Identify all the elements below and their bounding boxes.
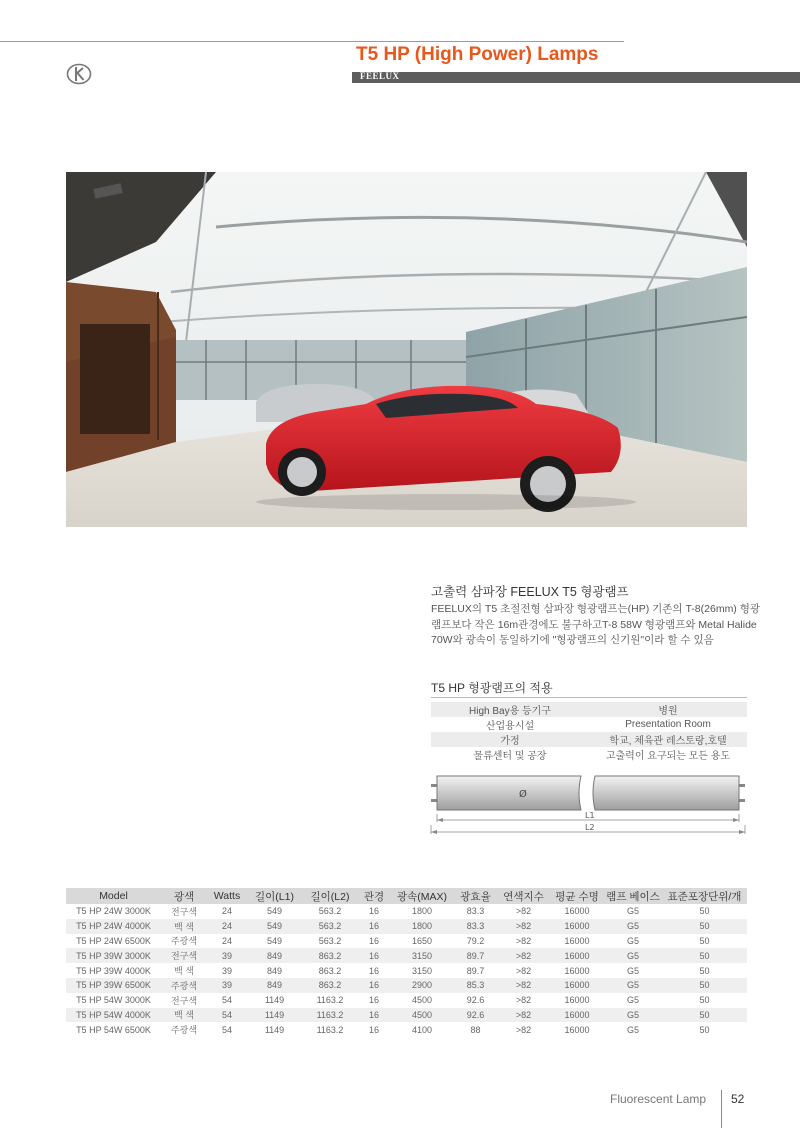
spec-cell: >82 <box>515 935 532 946</box>
spec-cell: 16000 <box>564 965 590 976</box>
spec-cell: 39 <box>207 948 247 963</box>
application-cell: Presentation Room <box>625 719 711 730</box>
description-line: 램프보다 작은 16m관경에도 불구하고T-8 58W 형광램프와 Metal Halide <box>431 618 757 631</box>
spec-cell: G5 <box>626 1024 639 1035</box>
spec-cell: 849 <box>247 948 302 963</box>
spec-row <box>66 904 747 919</box>
application-rule <box>431 697 747 698</box>
spec-cell: >82 <box>497 978 550 993</box>
spec-cell: 89.7 <box>466 965 485 976</box>
spec-cell: 1149 <box>264 1024 285 1035</box>
spec-cell: >82 <box>515 1024 532 1035</box>
spec-cell: 16 <box>368 965 379 976</box>
spec-cell: >82 <box>515 965 532 976</box>
application-cell: 산업용시설 <box>485 721 535 732</box>
spec-cell: 50 <box>662 1008 747 1023</box>
spec-cell: 83.3 <box>454 919 497 934</box>
spec-cell: 863.2 <box>318 965 342 976</box>
description-title: 고출력 삼파장 FEELUX T5 형광램프 <box>431 585 629 599</box>
spec-cell: 전구색 <box>161 948 207 963</box>
spec-cell: >82 <box>497 948 550 963</box>
spec-cell: 863.2 <box>302 948 358 963</box>
spec-row <box>66 948 747 963</box>
spec-cell: 563.2 <box>318 935 342 946</box>
spec-cell: 2900 <box>390 978 454 993</box>
spec-cell: 1149 <box>264 995 285 1006</box>
spec-cell: 전구색 <box>170 995 198 1006</box>
spec-cell: 39 <box>207 978 247 993</box>
spec-header: 표준포장단위/개 <box>662 888 747 904</box>
application-row <box>431 732 747 747</box>
application-cell: 병원 <box>589 702 747 717</box>
application-row <box>431 702 747 717</box>
spec-cell: 16 <box>368 1024 379 1035</box>
spec-row <box>66 978 747 993</box>
spec-cell: 백 색 <box>161 1008 207 1023</box>
spec-cell: 549 <box>266 935 283 946</box>
spec-cell: >82 <box>497 1008 550 1023</box>
spec-cell: 16 <box>368 995 379 1006</box>
footer-section-label: Fluorescent Lamp <box>610 1092 707 1106</box>
spec-cell: G5 <box>626 965 639 976</box>
spec-row <box>66 963 747 978</box>
spec-cell: 1800 <box>390 919 454 934</box>
spec-cell: 50 <box>699 935 710 946</box>
spec-cell: 88 <box>470 1024 481 1035</box>
spec-cell: 16000 <box>550 1008 604 1023</box>
spec-cell: 50 <box>662 948 747 963</box>
spec-header: 램프 베이스 <box>604 888 662 904</box>
diameter-label: Ø <box>519 789 527 800</box>
spec-cell: 549 <box>247 919 302 934</box>
spec-cell: 79.2 <box>466 935 485 946</box>
application-cell: 가정 <box>431 732 589 747</box>
spec-row <box>66 919 747 934</box>
spec-cell: G5 <box>604 948 662 963</box>
spec-cell: 3150 <box>411 965 433 976</box>
spec-cell: 16 <box>358 978 390 993</box>
spec-cell: 563.2 <box>318 906 342 917</box>
application-table <box>431 702 747 762</box>
spec-row <box>66 1008 747 1023</box>
spec-cell: G5 <box>604 978 662 993</box>
spec-row <box>66 934 747 949</box>
description-line: 70W와 광속이 동일하기에 "형광램프의 신기원"이라 할 수 있음 <box>431 634 714 647</box>
spec-model-cell: T5 HP 39W 6500K <box>66 978 161 993</box>
spec-model-cell: T5 HP 24W 4000K <box>66 919 161 934</box>
spec-cell: >82 <box>515 906 532 917</box>
spec-cell: 50 <box>662 978 747 993</box>
spec-row <box>66 1022 747 1037</box>
spec-header: Watts <box>207 888 247 904</box>
spec-cell: 24 <box>207 919 247 934</box>
spec-cell: 849 <box>266 965 283 976</box>
spec-cell: 16000 <box>564 995 590 1006</box>
spec-cell: G5 <box>626 906 639 917</box>
spec-cell: 1650 <box>411 935 433 946</box>
spec-table-body <box>66 904 747 1037</box>
spec-cell: 16 <box>358 1008 390 1023</box>
spec-cell: G5 <box>604 919 662 934</box>
page-number: 52 <box>731 1092 745 1106</box>
spec-header: 길이(L1) <box>247 888 302 904</box>
spec-cell: >82 <box>497 919 550 934</box>
spec-cell: 3150 <box>390 948 454 963</box>
spec-cell: 16 <box>368 906 379 917</box>
spec-model-cell: T5 HP 24W 6500K <box>76 935 151 946</box>
application-row <box>431 717 747 732</box>
application-cell: 학교, 체육관 레스토랑,호텔 <box>589 732 747 747</box>
l1-label: L1 <box>585 811 595 820</box>
spec-header: Model <box>66 888 161 904</box>
spec-cell: 전구색 <box>170 906 198 917</box>
application-cell: 물류센터 및 공장 <box>473 751 547 762</box>
spec-cell: >82 <box>515 995 532 1006</box>
spec-table <box>66 888 747 1037</box>
spec-header: 광색 <box>161 888 207 904</box>
description-line: FEELUX의 T5 초절전형 삼파장 형광램프는(HP) 기존의 T-8(26mm) 형광 <box>431 603 761 615</box>
header-rule <box>0 41 624 42</box>
spec-cell: 1163.2 <box>302 1008 358 1023</box>
description-body <box>431 602 761 649</box>
spec-cell: 4500 <box>411 995 433 1006</box>
application-cell: High Bay용 등기구 <box>431 702 589 717</box>
spec-cell: 16 <box>358 919 390 934</box>
spec-cell: 50 <box>699 965 710 976</box>
spec-cell: 863.2 <box>302 978 358 993</box>
spec-cell: 16000 <box>564 935 590 946</box>
l2-label: L2 <box>585 823 595 832</box>
spec-cell: 4100 <box>411 1024 433 1035</box>
spec-cell: 92.6 <box>466 995 485 1006</box>
spec-cell: 54 <box>221 1024 232 1035</box>
spec-cell: 백 색 <box>174 966 194 977</box>
brand-bar <box>352 72 800 83</box>
spec-cell: 85.3 <box>454 978 497 993</box>
spec-cell: 16000 <box>550 978 604 993</box>
spec-cell: 563.2 <box>302 919 358 934</box>
spec-header: 길이(L2) <box>302 888 358 904</box>
spec-header: 평균 수명 <box>550 888 604 904</box>
company-logo-icon <box>66 63 92 85</box>
spec-model-cell: T5 HP 24W 3000K <box>76 906 151 917</box>
lamp-dimension-diagram <box>427 770 749 840</box>
spec-cell: 주광색 <box>170 1025 198 1036</box>
spec-cell: 50 <box>699 1024 710 1035</box>
page-title: T5 HP (High Power) Lamps <box>356 44 599 65</box>
spec-cell: 89.7 <box>454 948 497 963</box>
spec-cell: 849 <box>247 978 302 993</box>
spec-cell: G5 <box>604 1008 662 1023</box>
footer-divider <box>721 1090 722 1128</box>
spec-model-cell: T5 HP 54W 3000K <box>76 995 151 1006</box>
brand-name: FEELUX <box>360 71 400 81</box>
spec-cell: 54 <box>207 1008 247 1023</box>
spec-cell: 54 <box>221 995 232 1006</box>
spec-cell: 16 <box>368 935 379 946</box>
application-cell: 고출력이 요구되는 모든 용도 <box>605 751 731 762</box>
spec-cell: 1800 <box>411 906 433 917</box>
spec-header: 광속(MAX) <box>390 888 454 904</box>
spec-header: 광효율 <box>454 888 497 904</box>
spec-cell: 24 <box>221 935 232 946</box>
spec-cell: 50 <box>699 906 710 917</box>
spec-header: 관경 <box>358 888 390 904</box>
spec-cell: 16000 <box>564 1024 590 1035</box>
spec-cell: 16000 <box>550 919 604 934</box>
spec-cell: 16000 <box>564 906 590 917</box>
spec-model-cell: T5 HP 54W 4000K <box>66 1008 161 1023</box>
spec-cell: 1163.2 <box>316 1024 344 1035</box>
spec-cell: 39 <box>221 965 232 976</box>
spec-cell: 549 <box>266 906 283 917</box>
spec-cell: 16000 <box>550 948 604 963</box>
spec-cell: 83.3 <box>466 906 485 917</box>
spec-cell: 주광색 <box>170 936 198 947</box>
spec-cell: 주광색 <box>161 978 207 993</box>
spec-model-cell: T5 HP 39W 4000K <box>76 965 151 976</box>
spec-cell: 24 <box>221 906 232 917</box>
spec-cell: 4500 <box>390 1008 454 1023</box>
application-row <box>431 747 747 762</box>
spec-row <box>66 993 747 1008</box>
application-title: T5 HP 형광램프의 적용 <box>431 681 553 695</box>
spec-model-cell: T5 HP 54W 6500K <box>76 1024 151 1035</box>
spec-cell: 1163.2 <box>316 995 344 1006</box>
spec-cell: G5 <box>626 935 639 946</box>
spec-model-cell: T5 HP 39W 3000K <box>66 948 161 963</box>
spec-cell: 16 <box>358 948 390 963</box>
spec-cell: 1149 <box>247 1008 302 1023</box>
showroom-photo <box>66 172 747 527</box>
spec-header: 연색지수 <box>497 888 550 904</box>
spec-cell: 50 <box>699 995 710 1006</box>
spec-header-row <box>66 888 747 904</box>
spec-cell: 50 <box>662 919 747 934</box>
spec-cell: 92.6 <box>454 1008 497 1023</box>
spec-cell: 백 색 <box>161 919 207 934</box>
spec-cell: G5 <box>626 995 639 1006</box>
